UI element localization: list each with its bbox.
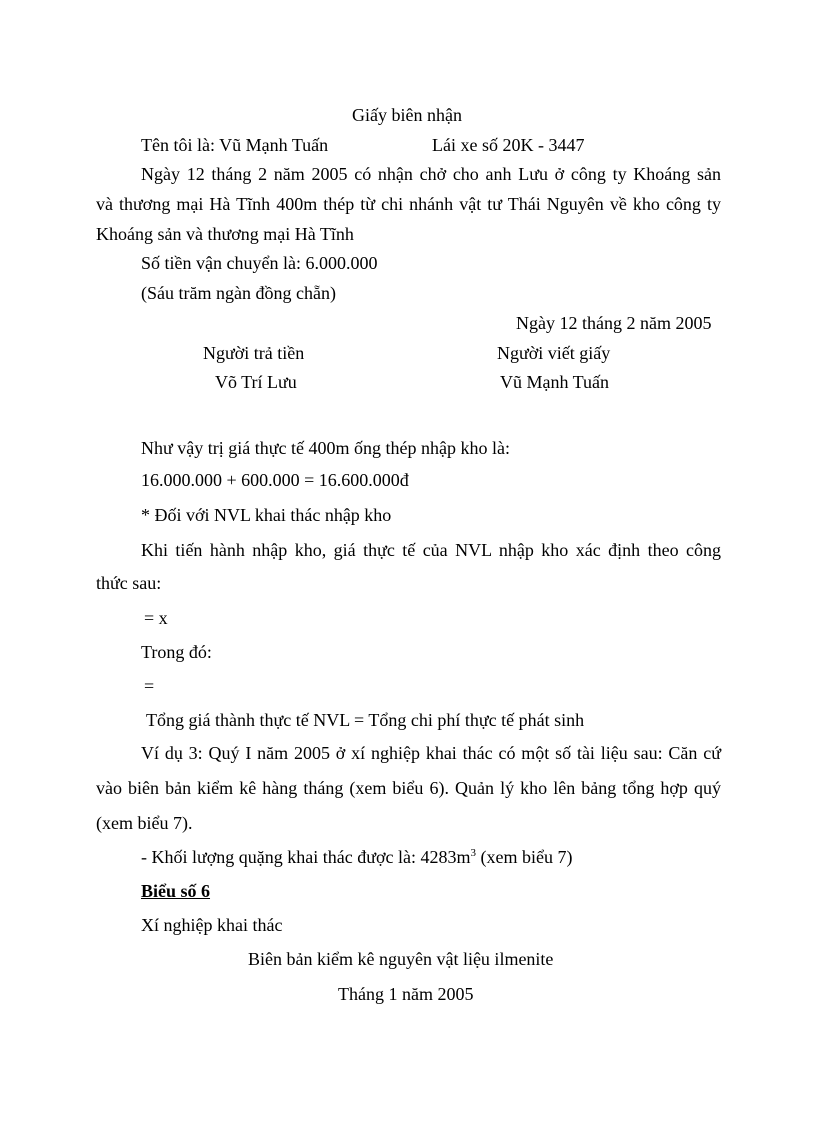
ore-volume-line bbox=[141, 846, 572, 868]
section-mined-materials: * Đối với NVL khai thác nhập kho bbox=[141, 505, 392, 525]
receipt-date: Ngày 12 tháng 2 năm 2005 bbox=[516, 313, 712, 333]
where-label: Trong đó: bbox=[141, 642, 212, 662]
amount-in-words: (Sáu trăm ngàn đồng chẵn) bbox=[141, 283, 336, 303]
receipt-body-line-3: Khoáng sản và thương mại Hà Tĩnh bbox=[96, 224, 354, 244]
writer-name: Vũ Mạnh Tuấn bbox=[500, 372, 610, 392]
paragraph-formula-intro-1: Khi tiến hành nhập kho, giá thực tế của NVL nhập kho xác định theo công bbox=[141, 540, 721, 560]
ore-volume-ref: (xem biểu 7) bbox=[475, 847, 573, 867]
receipt-body-line-2: và thương mại Hà Tĩnh 400m thép từ chi nhánh vật tư Thái Nguyên về kho công ty bbox=[96, 194, 721, 214]
ore-volume-text: - Khối lượng quặng khai thác được là: 4283m bbox=[141, 847, 471, 867]
payer-name: Võ Trí Lưu bbox=[215, 372, 297, 392]
example-line-1: Ví dụ 3: Quý I năm 2005 ở xí nghiệp khai thác có một số tài liệu sau: Căn cứ bbox=[141, 743, 721, 763]
paragraph-actual-value: Như vậy trị giá thực tế 400m ống thép nhập kho là: bbox=[141, 438, 510, 458]
document-title: Biên bản kiểm kê nguyên vật liệu ilmenite bbox=[248, 949, 554, 969]
paragraph-formula-intro-2: thức sau: bbox=[96, 573, 162, 593]
formula-line-1: = x bbox=[144, 608, 168, 628]
example-line-3: (xem biểu 7). bbox=[96, 813, 193, 833]
table-heading: Biểu số 6 bbox=[141, 881, 211, 901]
total-cost-definition: Tổng giá thành thực tế NVL = Tổng chi phí thực tế phát sinh bbox=[146, 710, 585, 730]
calculation-line: 16.000.000 + 600.000 = 16.600.000đ bbox=[141, 470, 409, 490]
transport-amount: Số tiền vận chuyển là: 6.000.000 bbox=[141, 253, 378, 273]
cubic-superscript: 3 bbox=[470, 847, 476, 859]
writer-label: Người viết giấy bbox=[497, 343, 611, 363]
formula-line-2: = bbox=[144, 676, 155, 696]
receipt-title: Giấy biên nhận bbox=[352, 105, 462, 125]
organization-name: Xí nghiệp khai thác bbox=[141, 915, 283, 935]
driver-plate-line: Lái xe số 20K - 3447 bbox=[432, 135, 585, 155]
receiver-name-line: Tên tôi là: Vũ Mạnh Tuấn bbox=[141, 135, 329, 155]
payer-label: Người trả tiền bbox=[203, 343, 305, 363]
document-month: Tháng 1 năm 2005 bbox=[338, 984, 474, 1004]
receipt-body-line-1: Ngày 12 tháng 2 năm 2005 có nhận chở cho anh Lưu ở công ty Khoáng sản bbox=[141, 164, 721, 184]
example-line-2: vào biên bản kiểm kê hàng tháng (xem biểu 6). Quản lý kho lên bảng tổng hợp quý bbox=[96, 778, 721, 798]
